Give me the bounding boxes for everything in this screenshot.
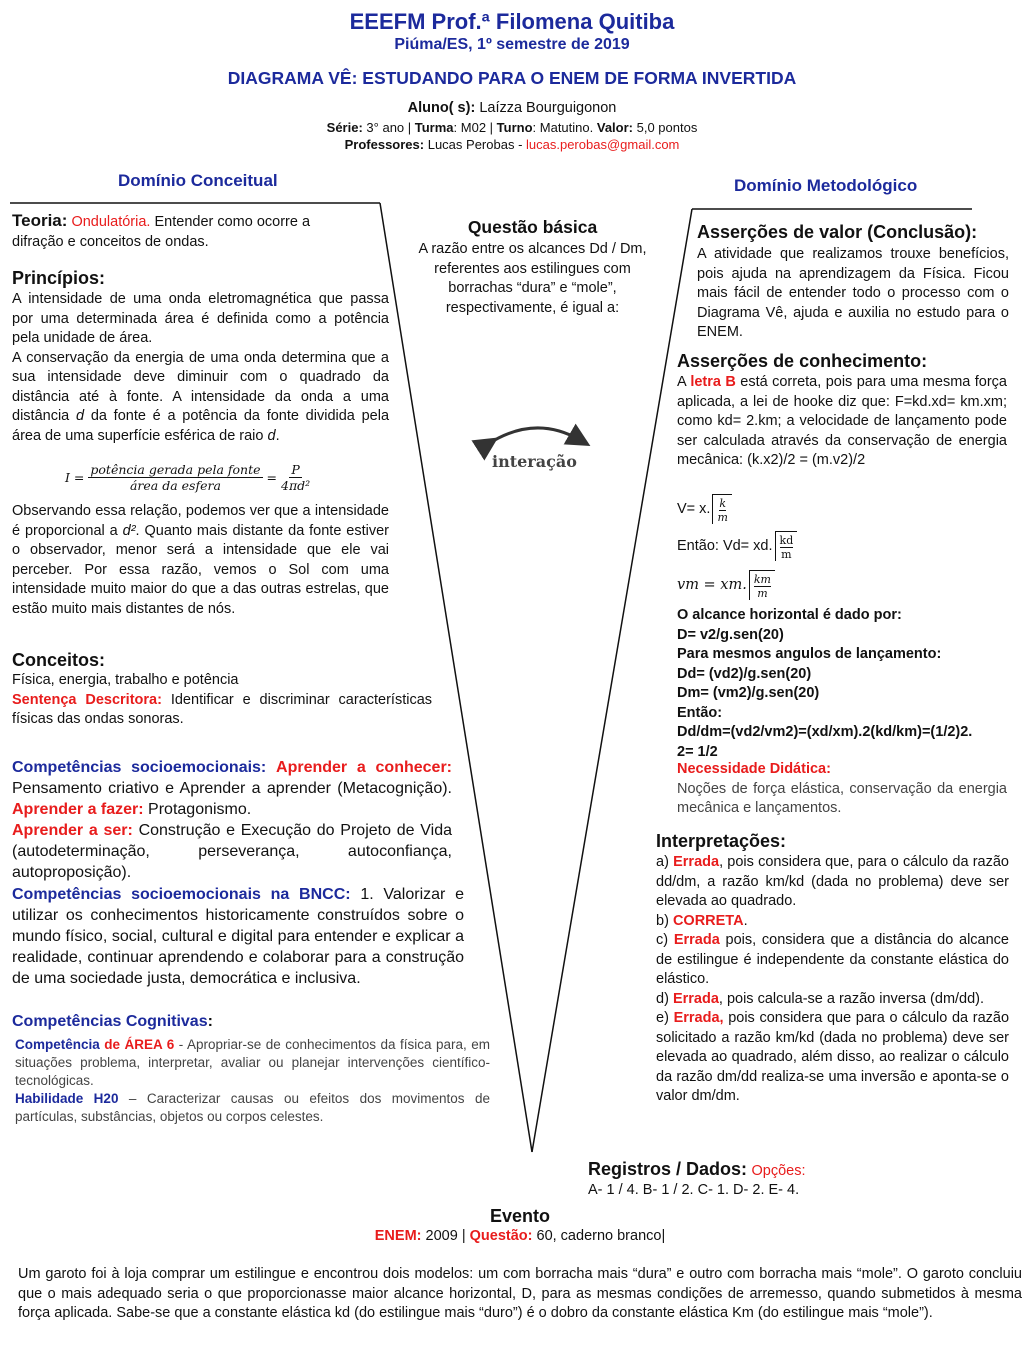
conceitos-label: Conceitos: <box>12 650 106 670</box>
assercoes-valor-text: A atividade que realizamos trouxe benefícios, pois ajuda na aprendizagem da Física. Ficou mais fácil de entender todo o processo com o Diagrama Vê, ajuda e auxilia no estudo para o ENEM. <box>697 246 1009 340</box>
interacao-label: interação <box>492 452 577 471</box>
competencias-bncc: Competências socioemocionais na BNCC: 1. Valorizar e utilizar os conhecimentos historicamente construídos sobre o mundo físico, social, cultural e digital para entender e explicar a realidade, continuar aprendendo e colaborar para a construção de uma sociedade justa, democrática e inclusiva. <box>12 886 464 987</box>
class-info-line: Série: 3° ano | Turma: M02 | Turno: Matutino. Valor: 5,0 pontos <box>326 120 698 135</box>
interaction-arrow-icon <box>480 418 600 452</box>
page-title: DIAGRAMA VÊ: ESTUDANDO PARA O ENEM DE FORMA INVERTIDA <box>227 68 797 88</box>
teachers-line: Professores: Lucas Perobas - lucas.perobas@gmail.com <box>344 137 680 152</box>
equation-vm: vm = xm. km m <box>677 570 775 600</box>
observacao-text: Observando essa relação, podemos ver que a intensidade é proporcional a d². Quanto mais distante da fonte estiver o observador, menor será a intensidade que ele vai perceber. Por essa razão, vemos o Sol com uma intensidade muito maior do que a das outras estrelas, que estão muito mais distantes de nós. <box>12 503 390 617</box>
school-place: Piúma/ES, 1º semestre de 2019 <box>394 36 630 53</box>
school-name: EEEFM Prof.ª Filomena Quitiba <box>349 9 675 34</box>
competencias-socioemocionais: Competências socioemocionais: Aprender a conhecer: Pensamento criativo e Aprender a aprender (Metacognição). Aprender a fazer: Protagonismo. Aprender a ser: Construção e Execução do Projeto de Vida (autodeterminação, perseverança, autoconfiança, autoproposição). <box>12 759 452 881</box>
interpretacoes-text: a) Errada, pois considera que, para o cálculo da razão dd/dm, a razão km/kd (dada no problema) deve ser elevada ao quadrado. b) CORRETA. c) Errada pois, considera que a distância do alcance de estilingue é independente da constante elástica do elástico. d) Errada, pois calcula-se a razão inversa (dm/dd). e) Errada, pois considera que para o cálculo da razão solicitado a razão km/kd (dada no problema) deve ser elevada ao quadrado, além disso, ao realizar o cálculo da razão dm/dd realiza-se uma inversão e aponta-se o valor dm/dm. <box>656 854 1010 1104</box>
principios-label: Princípios: <box>12 268 106 288</box>
enunciado-text: Um garoto foi à loja comprar um estilingue e encontrou dois modelos: um com borracha mais “dura” e outro com borracha mais “mole”. O garoto concluiu que o mais adequado seria o que proporcionasse maior alcance horizontal, D, para as mesmas condições de arremesso, quando submetidos à mesma força aplicada. Sabe-se que a constante elástica kd (do estilingue mais “duro”) é o dobro da constante elástica Km (do estilingue mais “mole”). <box>18 1266 1022 1321</box>
equation-vd: Então: Vd= xd. kd m <box>677 531 797 561</box>
header <box>0 9 1024 54</box>
competencia-area-text: Competência de ÁREA 6 - Apropriar-se de conhecimentos da física para, em situações problema, interpretar, avaliar ou planejar intervenções científico-tecnológicas. Habilidade H20 – Caracterizar causas ou efeitos dos movimentos de partículas, substâncias, objetos ou corpos celestes. <box>15 1037 490 1124</box>
evento-block: Evento ENEM: 2009 | Questão: 60, caderno branco| <box>374 1206 666 1244</box>
teacher-email-link[interactable]: lucas.perobas@gmail.com <box>526 137 680 152</box>
principios-text: A intensidade de uma onda eletromagnética que passa por uma determinada área é definida como a potência pela unidade de área. A conservação da energia de uma onda determina que a sua intensidade deve diminuir com o quadrado da distância até à fonte. A intensidade da onda a uma distância d da fonte é a potência da fonte dividida pela área de uma superfície esférica de raio d. <box>12 291 390 444</box>
equation-v: V= x. k m <box>677 494 732 524</box>
interpretacoes-label: Interpretações: <box>656 831 787 851</box>
conceitos-text: Física, energia, trabalho e potência Sentença Descritora: Identificar e discriminar características físicas das ondas sonoras. <box>12 672 433 727</box>
student-line: Aluno( s): Laízza Bourguigonon <box>407 100 617 116</box>
registros-dados: Registros / Dados: Opções: A- 1 / 4. B- 1 / 2. C- 1. D- 2. E- 4. <box>588 1159 806 1198</box>
questao-basica: Questão básica A razão entre os alcances Dd / Dm, referentes aos estilingues com borrachas “dura” e “mole”, respectivamente, é igual a: <box>418 217 647 316</box>
competencias-cognitivas-label: Competências Cognitivas: <box>12 1013 213 1030</box>
teoria-block: Teoria: Ondulatória. Entender como ocorre a difração e conceitos de ondas. <box>12 211 311 250</box>
assercoes-conhecimento-label: Asserções de conhecimento: <box>677 351 928 371</box>
necessidade-didatica: Necessidade Didática: Noções de força elástica, conservação da energia mecânica e lançamentos. <box>677 761 1007 816</box>
methodological-domain-heading: Domínio Metodológico <box>734 176 918 195</box>
conceptual-domain-heading: Domínio Conceitual <box>118 171 278 190</box>
alcance-horizontal-block: O alcance horizontal é dado por: D= v2/g.sen(20) Para mesmos angulos de lançamento: Dd= (vd2)/g.sen(20) Dm= (vm2)/g.sen(20) Então: Dd/dm=(vd2/vm2)=(xd/xm).2(kd/km)=(1/2)2. 2= 1/2 <box>677 607 973 760</box>
intensity-formula: I = potência gerada pela fonte área da esfera = $\frac{P}{\text{4πd²}}$ <box>65 462 311 493</box>
assercoes-valor-label: Asserções de valor (Conclusão): <box>697 222 978 242</box>
assercoes-conhecimento-text: A letra B está correta, pois para uma mesma força aplicada, a lei de hooke diz que: F=kd.xd= km.xm; como kd= 2.km; a velocidade de lançamento pode ser calculada através da conservação de energia mecânica: (k.x2)/2 = (m.v2)/2 <box>677 374 1008 468</box>
